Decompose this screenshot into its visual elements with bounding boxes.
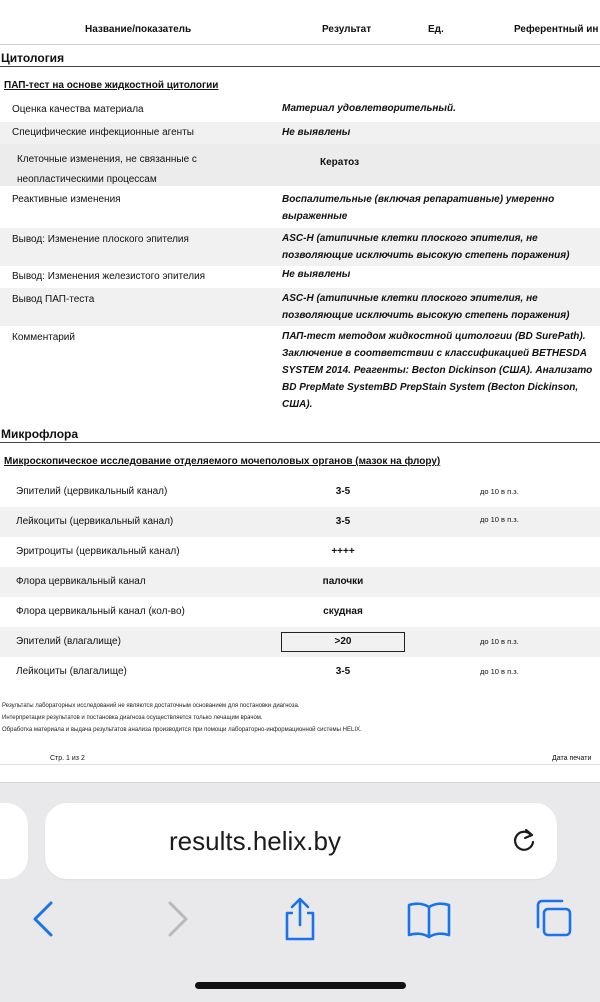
row-result: 3-5 [335, 486, 351, 497]
row-label: Специфические инфекционные агенты [12, 127, 194, 138]
row-label: Эритроциты (цервикальный канал) [16, 546, 180, 557]
subsection-pap-test: ПАП-тест на основе жидкостной цитологии [4, 80, 219, 91]
comment-line: ПАП-тест методом жидкостной цитологии (BD SurePath). [282, 331, 586, 342]
table-row [0, 186, 600, 228]
table-row [0, 477, 600, 507]
table-row [0, 288, 600, 326]
row-reference: до 10 в п.з. [480, 487, 519, 496]
comment-line: Заключение в соответствии с классификацией BETHESDA [282, 348, 587, 359]
share-icon[interactable] [276, 895, 324, 943]
tabs-icon[interactable] [530, 895, 578, 943]
footer-disclaimer: Интерпретация результатов и постановка диагноза осуществляется только лечащим врачом. [2, 715, 263, 721]
row-result: Не выявлены [282, 269, 351, 280]
row-label: Клеточные изменения, не связанные с [17, 154, 197, 165]
row-result: Не выявлены [282, 127, 351, 138]
row-result: ++++ [331, 546, 355, 557]
subsection-smear: Микроскопическое исследование отделяемого мочеполовых органов (мазок на флору) [4, 456, 441, 467]
table-row [0, 98, 600, 122]
forward-icon[interactable] [152, 895, 200, 943]
row-result: позволяющие исключить высокую степень поражения) [282, 310, 570, 321]
row-reference: до 10 в п.з. [480, 667, 519, 676]
table-row [0, 326, 600, 418]
table-row [0, 657, 600, 687]
table-row [0, 122, 600, 144]
table-row [0, 507, 600, 537]
print-date-label: Дата печати [552, 755, 592, 762]
url-text[interactable]: results.helix.by [169, 826, 341, 856]
bookmarks-icon[interactable] [405, 895, 453, 943]
table-row [0, 537, 600, 567]
row-label: Оценка качества материала [12, 104, 144, 115]
row-label: Комментарий [12, 332, 75, 343]
row-result: Материал удовлетворительный. [282, 103, 456, 114]
row-label: Вывод: Изменение плоского эпителия [12, 234, 189, 245]
reload-icon[interactable] [510, 827, 538, 855]
section-cytology: Цитология [0, 49, 600, 67]
page-number: Стр. 1 из 2 [50, 755, 85, 762]
table-row [0, 266, 600, 288]
row-result: ASC-H (атипичные клетки плоского эпителия, не [282, 233, 538, 244]
previous-tab-preview[interactable] [0, 803, 28, 879]
header-reference: Референтный ин [514, 24, 599, 35]
row-result: скудная [323, 606, 363, 617]
row-result: ASC-H (атипичные клетки плоского эпителия, не [282, 293, 538, 304]
row-reference: до 10 в п.з. [480, 637, 519, 646]
comment-line: BD PrepMate SystemBD PrepStain System (Becton Dickinson, [282, 382, 579, 393]
row-label: Флора цервикальный канал [16, 576, 146, 587]
table-row [0, 567, 600, 597]
row-result: позволяющие исключить высокую степень поражения) [282, 250, 570, 261]
row-result: палочки [322, 576, 364, 587]
row-label: Флора цервикальный канал (кол-во) [16, 606, 185, 617]
header-divider [0, 44, 600, 45]
header-unit: Ед. [428, 24, 444, 35]
section-microflora: Микрофлора [0, 425, 600, 443]
row-label: Лейкоциты (цервикальный канал) [16, 516, 174, 527]
header-name: Название/показатель [85, 24, 192, 35]
header-result: Результат [322, 24, 372, 35]
footer-disclaimer: Обработка материала и выдача результатов анализа производится при помощи лабораторно-информационной системы HELIX. [2, 727, 362, 733]
comment-line: США). [282, 399, 313, 410]
row-result-flagged: >20 [281, 632, 405, 652]
comment-line: SYSTEM 2014. Реагенты: Becton Dickinson (США). Анализато [282, 365, 593, 376]
row-result: выраженные [282, 211, 348, 222]
row-result: 3-5 [335, 516, 351, 527]
footer-disclaimer: Результаты лабораторных исследований не являются достаточным основанием для постановки диагноза. [2, 703, 300, 709]
row-label: Эпителий (цервикальный канал) [16, 486, 168, 497]
page-divider [0, 764, 600, 765]
row-label: неопластическими процессам [17, 174, 157, 185]
row-label: Реактивные изменения [12, 194, 121, 205]
home-indicator[interactable] [195, 982, 406, 989]
row-label: Лейкоциты (влагалище) [16, 666, 127, 677]
address-bar[interactable] [45, 803, 557, 879]
row-label: Вывод ПАП-теста [12, 294, 95, 305]
row-reference: до 10 в п.з. [480, 515, 519, 524]
browser-toolbar [0, 782, 600, 1002]
table-row [0, 228, 600, 266]
row-result: 3-5 [335, 666, 351, 677]
back-icon[interactable] [21, 895, 69, 943]
row-result: Кератоз [320, 157, 360, 168]
table-row [0, 597, 600, 627]
table-row [0, 627, 600, 657]
row-label: Эпителий (влагалище) [16, 636, 121, 647]
row-label: Вывод: Изменения железистого эпителия [12, 271, 206, 282]
row-result: Воспалительные (включая репаративные) умеренно [282, 194, 555, 205]
table-row [0, 144, 600, 186]
